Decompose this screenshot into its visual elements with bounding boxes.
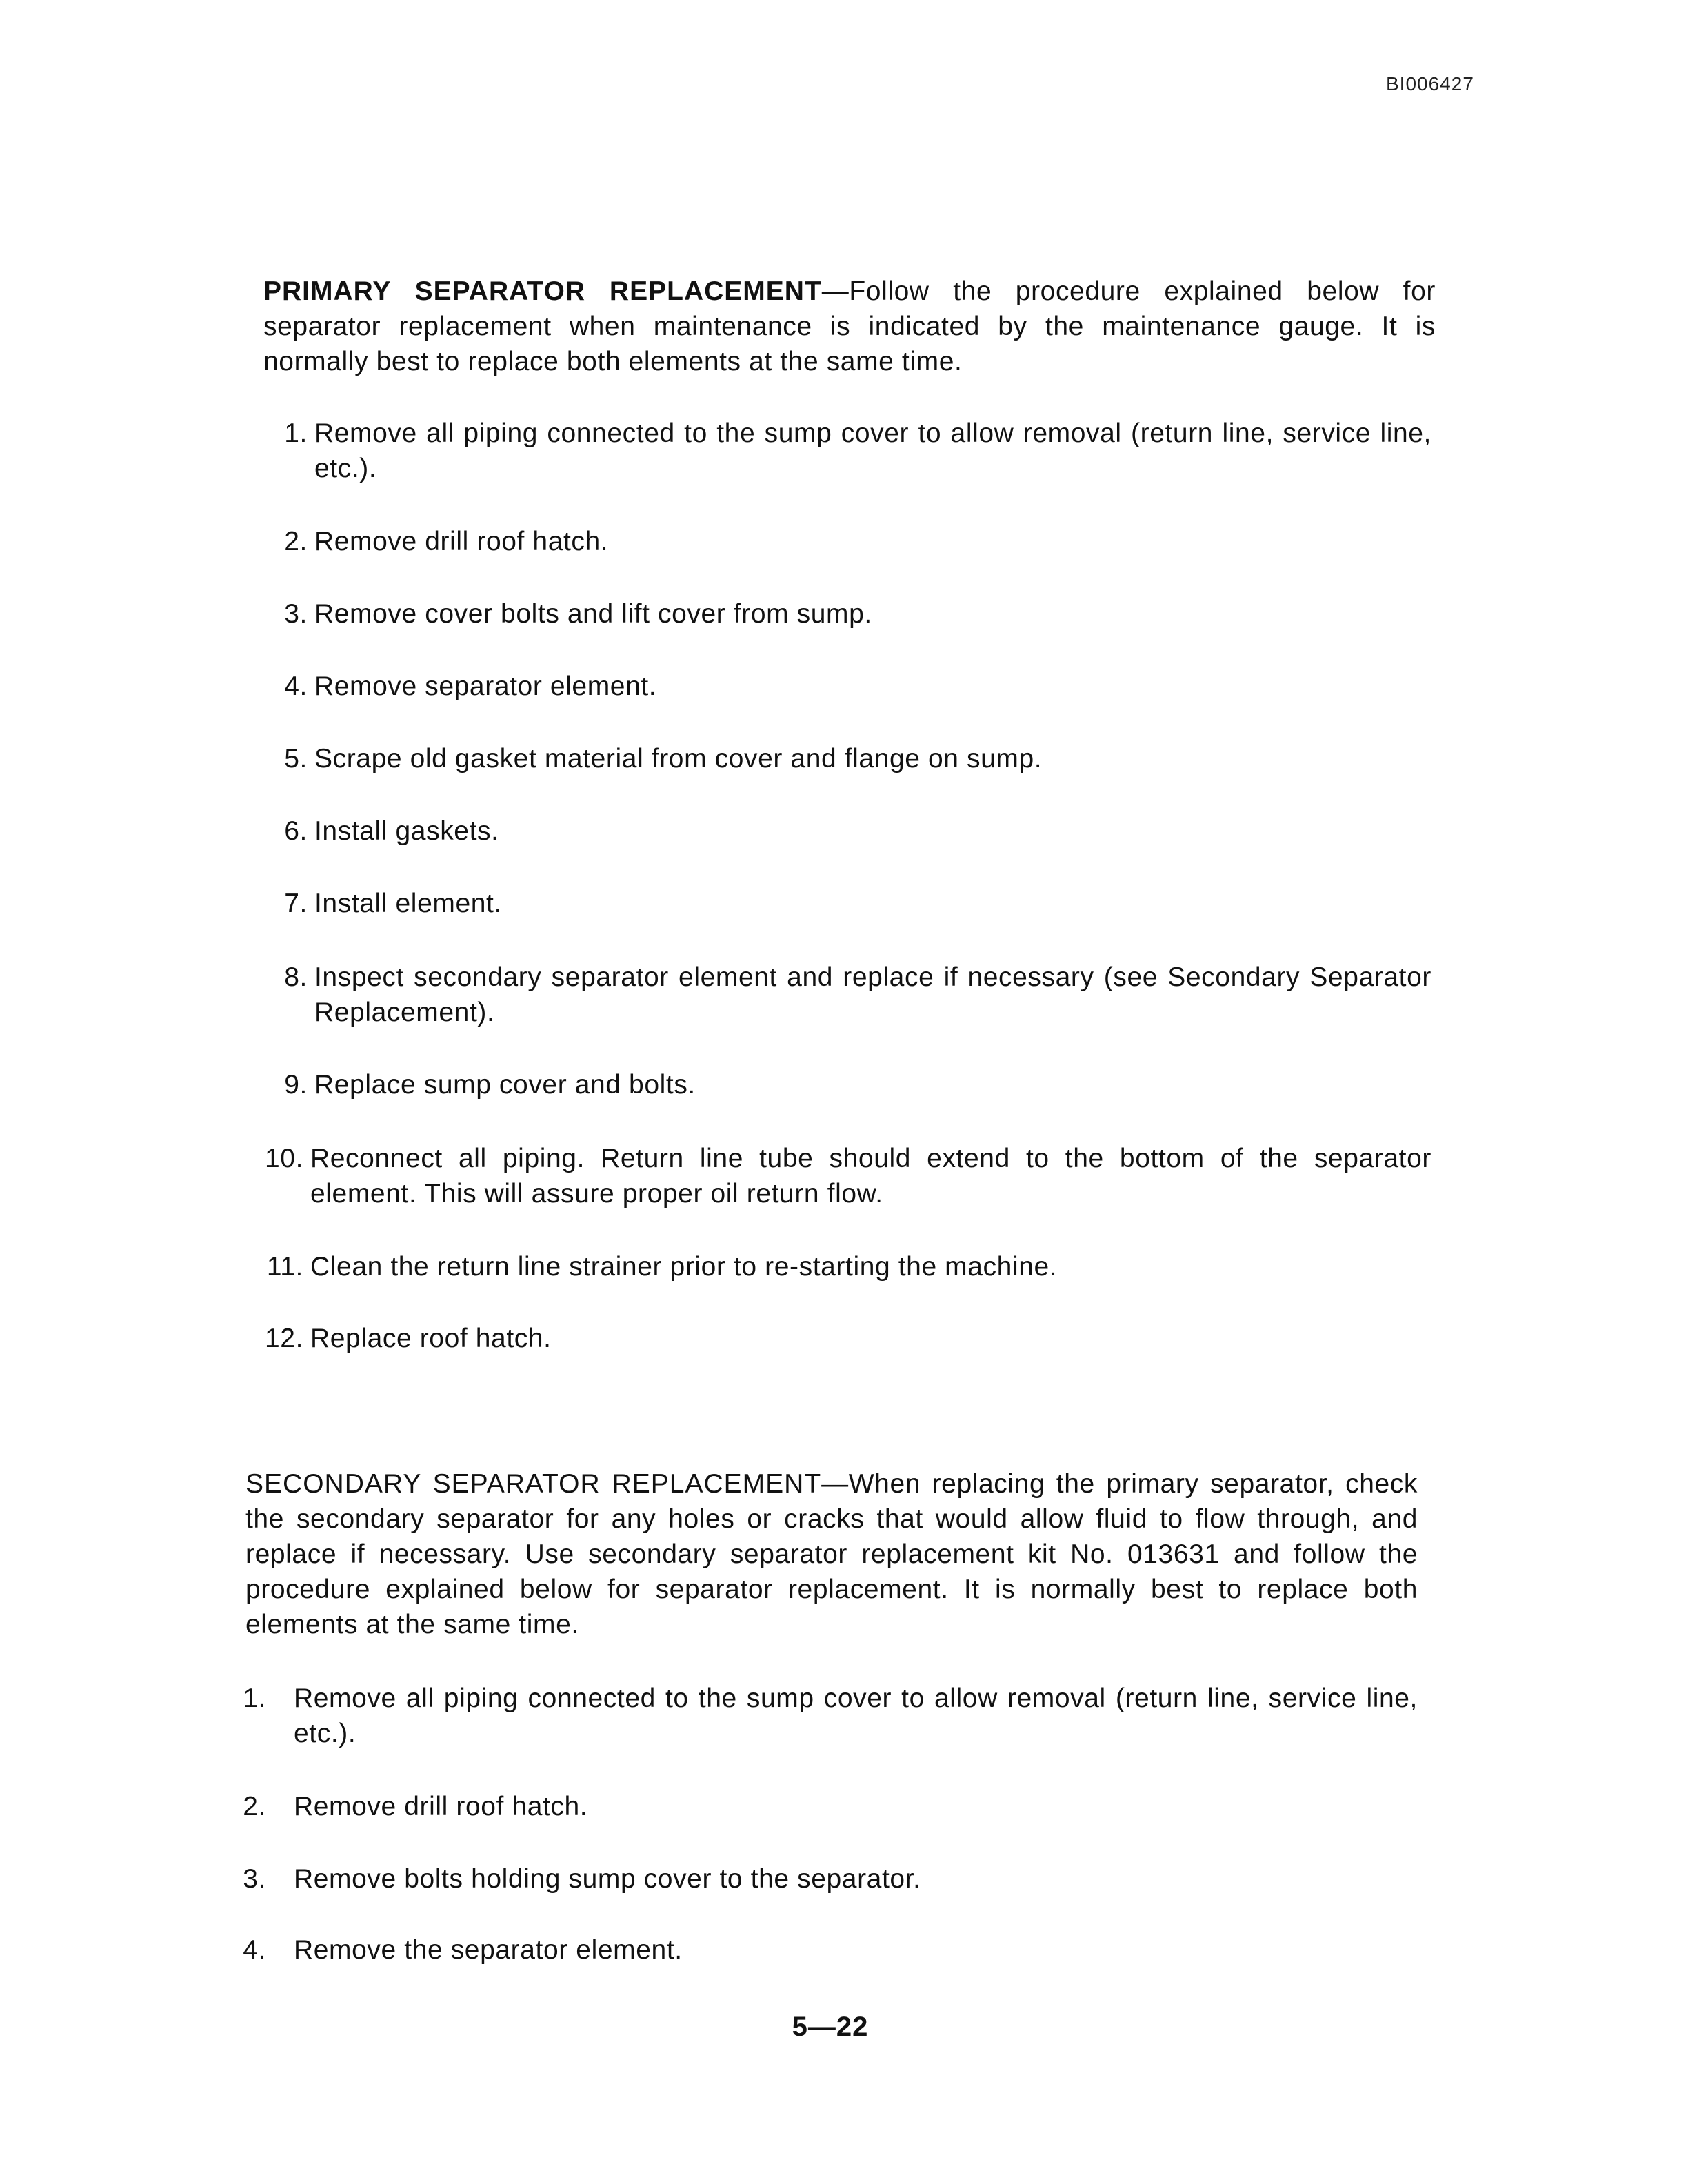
step-text: Remove cover bolts and lift cover from sump. (314, 599, 872, 629)
secondary-intro-paragraph (245, 1466, 1418, 1642)
step-text: Remove drill roof hatch. (314, 527, 609, 556)
step-text: Replace roof hatch. (310, 1324, 552, 1353)
step-text: Clean the return line strainer prior to re-starting the machine. (310, 1252, 1058, 1282)
step-number: 8. (284, 962, 308, 992)
step-number: 2. (243, 1792, 266, 1821)
step-number: 2. (284, 527, 308, 556)
step-text: Install element. (314, 889, 502, 918)
step-text: Remove drill roof hatch. (294, 1792, 588, 1821)
step-number: 3. (243, 1864, 266, 1894)
step-number: 1. (284, 418, 308, 448)
page-number: 5—22 (792, 2012, 869, 2042)
step-number: 6. (284, 816, 308, 846)
primary-intro-text: —Follow the procedure explained below for separator replacement when maintenance is indicated by the maintenance gauge. It is normally best to replace both elements at the same time. (263, 276, 1436, 376)
step-text: Remove separator element. (314, 671, 657, 701)
step-number: 4. (284, 671, 308, 701)
secondary-intro-text: —When replacing the primary separator, check the secondary separator for any holes or cracks that would allow fluid to flow through, and replace if necessary. Use secondary separator replacement kit No. 013631 and follow the procedure explained below for separator replacement. It is normally best to replace both elements at the same time. (245, 1469, 1418, 1639)
step-number: 12. (264, 1324, 303, 1353)
step-text: Remove all piping connected to the sump cover to allow removal (return line, service line, etc.). (294, 1684, 1418, 1748)
step-text: Install gaskets. (314, 816, 499, 846)
step-text: Inspect secondary separator element and replace if necessary (see Secondary Separator Replacement). (314, 962, 1431, 1027)
secondary-section-heading: SECONDARY SEPARATOR REPLACEMENT (245, 1469, 822, 1499)
step-text: Reconnect all piping. Return line tube should extend to the bottom of the separator element. This will assure proper oil return flow. (310, 1144, 1431, 1209)
primary-intro-paragraph (263, 274, 1436, 379)
step-text: Remove bolts holding sump cover to the separator. (294, 1864, 921, 1894)
step-number: 3. (284, 599, 308, 629)
step-number: 9. (284, 1070, 308, 1100)
step-text: Remove the separator element. (294, 1935, 683, 1965)
document-id: BI006427 (1386, 73, 1474, 94)
step-number: 10. (264, 1144, 303, 1173)
step-number: 1. (243, 1684, 266, 1713)
primary-section-heading: PRIMARY SEPARATOR REPLACEMENT (263, 276, 822, 306)
step-text: Remove all piping connected to the sump cover to allow removal (return line, service line, etc.). (314, 418, 1431, 483)
step-number: 7. (284, 889, 308, 918)
step-text: Replace sump cover and bolts. (314, 1070, 696, 1100)
step-number: 5. (284, 744, 308, 774)
step-number: 11. (266, 1252, 303, 1282)
step-text: Scrape old gasket material from cover and flange on sump. (314, 744, 1043, 774)
step-number: 4. (243, 1935, 266, 1965)
